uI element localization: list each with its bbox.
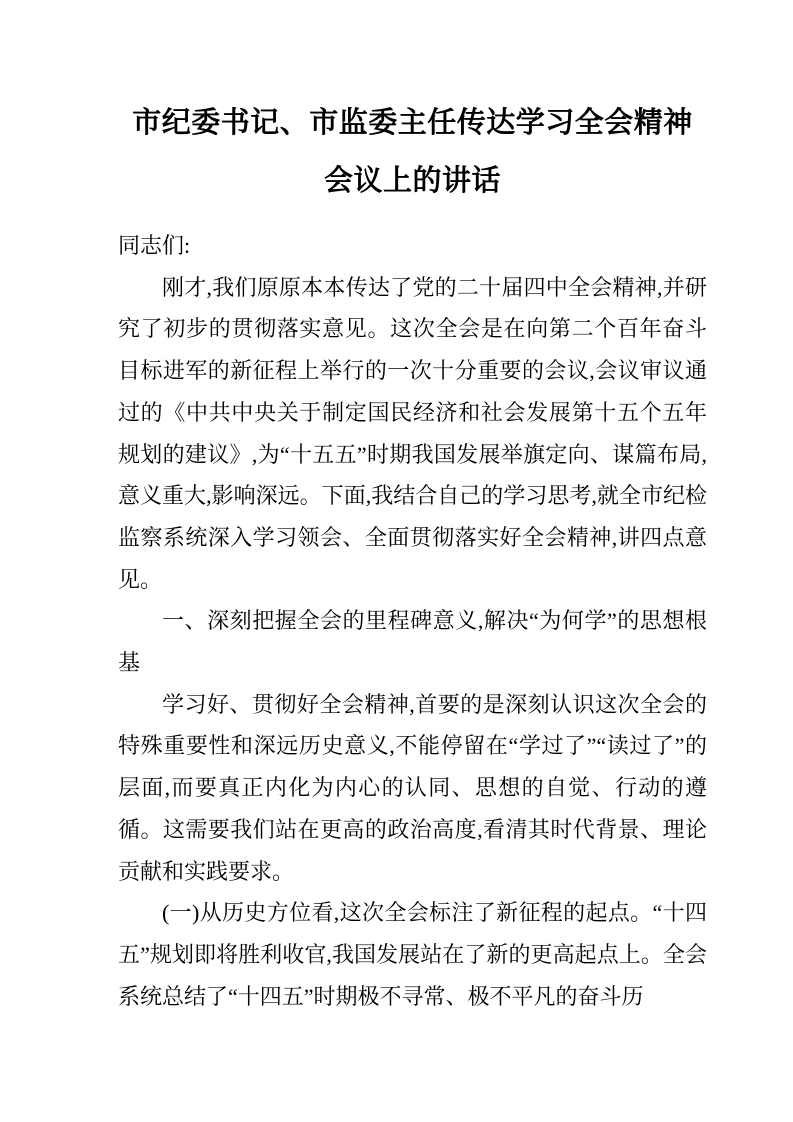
title-line-1: 市纪委书记、市监委主任传达学习全会精神 xyxy=(132,107,693,139)
subsection-1-1-paragraph: (一)从历史方位看,这次全会标注了新征程的起点。“十四五”规划即将胜利收官,我国发展站在了新的更高起点上。全会系统总结了“十四五”时期极不寻常、极不平凡的奋斗历 xyxy=(118,900,707,1009)
document-body xyxy=(118,225,707,1017)
section-heading-1: 一、深刻把握全会的里程碑意义,解决“为何学”的思想根基 xyxy=(118,608,707,676)
document-title xyxy=(118,94,707,210)
section-1-paragraph: 学习好、贯彻好全会精神,首要的是深刻认识这次全会的特殊重要性和深远历史意义,不能停留在“学过了”“读过了”的层面,而要真正内化为内心的认同、思想的自觉、行动的遵循。这需要我们站在更高的政治高度,看清其时代背景、理论贡献和实践要求。 xyxy=(118,691,707,884)
opening-paragraph: 刚才,我们原原本本传达了党的二十届四中全会精神,并研究了初步的贯彻落实意见。这次全会是在向第二个百年奋斗目标进军的新征程上举行的一次十分重要的会议,会议审议通过的《中共中央关于制定国民经济和社会发展第十五个五年规划的建议》,为“十五五”时期我国发展举旗定向、谋篇布局,意义重大,影响深远。下面,我结合自己的学习思考,就全市纪检监察系统深入学习领会、全面贯彻落实好全会精神,讲四点意见。 xyxy=(118,274,707,592)
title-line-2: 会议上的讲话 xyxy=(323,165,501,197)
salutation: 同志们: xyxy=(118,233,191,258)
